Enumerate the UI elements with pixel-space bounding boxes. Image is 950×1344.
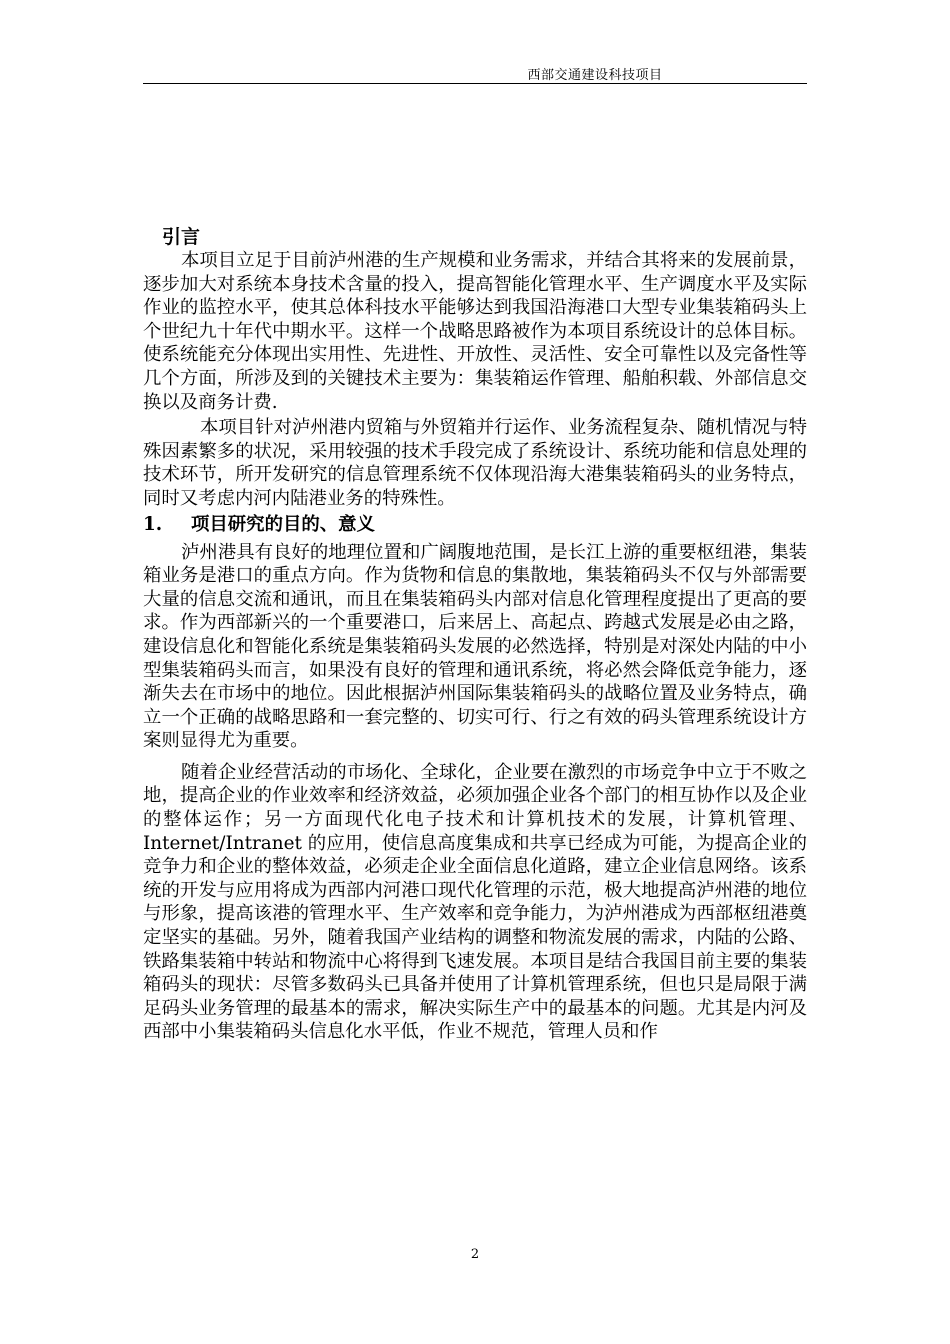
intro-title: 引言 — [162, 226, 201, 248]
section-1-paragraph-1: 泸州港具有良好的地理位置和广阔腹地范围，是长江上游的重要枢纽港，集装箱业务是港口的重点方向。作为货物和信息的集散地，集装箱码头不仅与外部需要大量的信息交流和通讯，而且在集装箱码头内部对信息化管理程度提出了更高的要求。作为西部新兴的一个重要港口，后来居上、高起点、跨越式发展是必由之路，建设信息化和智能化系统是集装箱码头发展的必然选择，特别是对深处内陆的中小型集装箱码头而言，如果没有良好的管理和通讯系统，将必然会降低竞争能力，逐渐失去在市场中的地位。因此根据泸州国际集装箱码头的战略位置及业务特点，确立一个正确的战略思路和一套完整的、切实可行、行之有效的码头管理系统设计方案则显得尤为重要。 — [143, 541, 807, 752]
intro-paragraph-2: 本项目针对泸州港内贸箱与外贸箱并行运作、业务流程复杂、随机情况与特殊因素繁多的状况，采用较强的技术手段完成了系统设计、系统功能和信息处理的技术环节，所开发研究的信息管理系统不仅体现沿海大港集装箱码头的业务特点，同时又考虑内河内陆港业务的特殊性。 — [143, 417, 807, 509]
section-1-title: 项目研究的目的、意义 — [191, 513, 375, 535]
intro-paragraph-1: 本项目立足于目前泸州港的生产规模和业务需求，并结合其将来的发展前景，逐步加大对系统本身技术含量的投入，提高智能化管理水平、生产调度水平及实际作业的监控水平，使其总体科技水平能够达到我国沿海港口大型专业集装箱码头上个世纪九十年代中期水平。这样一个战略思路被作为本项目系统设计的总体目标。使系统能充分体现出实用性、先进性、开放性、灵活性、安全可靠性以及完备性等几个方面，所涉及到的关键技术主要为：集装箱运作管理、船舶积载、外部信息交换以及商务计费. — [143, 250, 807, 413]
section-1-paragraph-2: 随着企业经营活动的市场化、全球化，企业要在激烈的市场竞争中立于不败之地，提高企业的作业效率和经济效益，必须加强企业各个部门的相互协作以及企业的整体运作；另一方面现代化电子技术和计算机技术的发展，计算机管理、Internet/Intranet 的应用，使信息高度集成和共享已经成为可能，为提高企业的竞争力和企业的整体效益，必须走企业全面信息化道路，建立企业信息网络。该系统的开发与应用将成为西部内河港口现代化管理的示范，极大地提高泸州港的地位与形象，提高该港的管理水平、生产效率和竞争能力，为泸州港成为西部枢纽港奠定坚实的基础。另外，随着我国产业结构的调整和物流发展的需求，内陆的公路、铁路集装箱中转站和物流中心将得到飞速发展。本项目是结合我国目前主要的集装箱码头的现状：尽管多数码头已具备并使用了计算机管理系统，但也只是局限于满足码头业务管理的最基本的需求，解决实际生产中的最基本的问题。尤其是内河及西部中小集装箱码头信息化水平低，作业不规范，管理人员和作 — [143, 761, 807, 1043]
header-rule — [143, 83, 807, 84]
running-header: 西部交通建设科技项目 — [527, 68, 663, 83]
page-number: 2 — [470, 1247, 480, 1262]
document-body — [143, 225, 807, 1052]
section-1-number: 1. — [143, 513, 163, 535]
section-1-heading — [143, 513, 807, 537]
